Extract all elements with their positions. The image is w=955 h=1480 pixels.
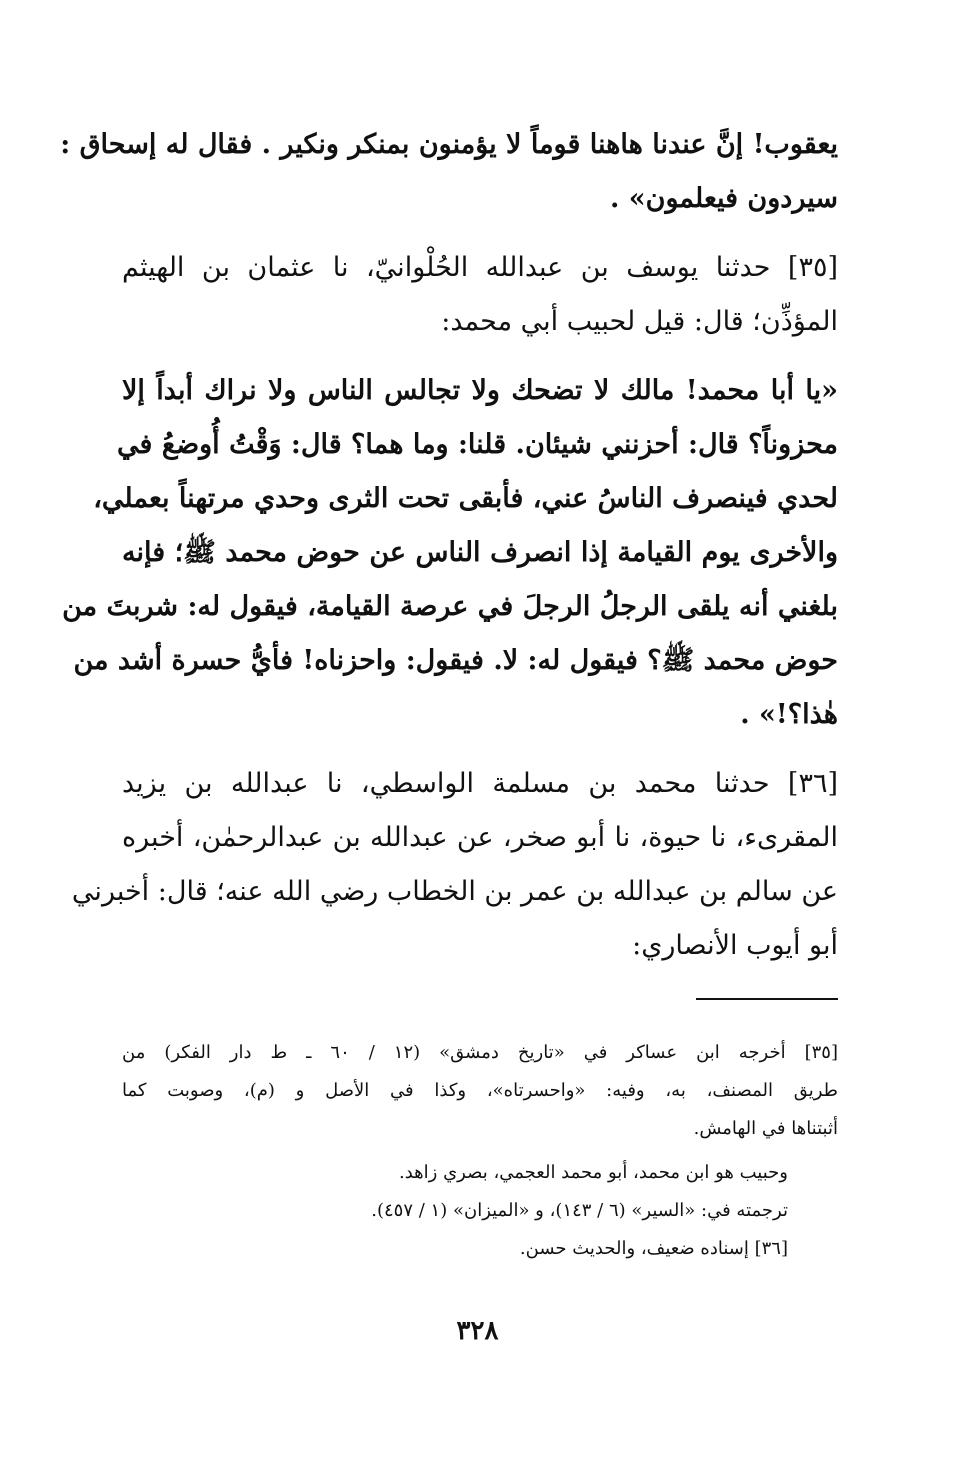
- page-number: ٣٢٨: [456, 1316, 499, 1346]
- text-line: سيردون فيعلمون» .: [609, 183, 838, 214]
- text-line: لحدي فينصرف الناسُ عني، فأبقى تحت الثرى وحدي مرتهناً بعملي،: [93, 483, 838, 514]
- text-line: المؤذِّن؛ قال: قيل لحبيب أبي محمد:: [441, 306, 838, 337]
- text-line: محزوناً؟ قال: أحزنني شيئان. قلنا: وما هما؟ قال: وَقْتُ أُوضعُ في: [117, 429, 838, 460]
- footnote-36: [٣٦] إسناده ضعيف، والحديث حسن.: [519, 1238, 788, 1259]
- text-line: [٣٥] حدثنا يوسف بن عبدالله الحُلْوانيّ، نا عثمان بن الهيثم: [122, 252, 838, 283]
- footnote-line: وحبيب هو ابن محمد، أبو محمد العجمي، بصري زاهد.: [399, 1162, 788, 1183]
- text-line: «يا أبا محمد! مالك لا تضحك ولا تجالس الناس ولا نراك أبداً إلا: [122, 375, 838, 406]
- text-line: هٰذا؟!» .: [740, 699, 838, 730]
- text-line: عن سالم بن عبدالله بن عمر بن الخطاب رضي الله عنه؛ قال: أخبرني: [71, 876, 838, 907]
- text-line: [٣٦] حدثنا محمد بن مسلمة الواسطي، نا عبدالله بن يزيد: [122, 768, 838, 799]
- footnote-line: أثبتناها في الهامش.: [693, 1118, 838, 1139]
- main-text: [60, 118, 838, 973]
- text-line: بلغني أنه يلقى الرجلُ الرجلَ في عرصة القيامة، فيقول له: شربتَ من: [62, 591, 838, 622]
- text-line: حوض محمد ﷺ؟ فيقول له: لا. فيقول: واحزناه! فأيُّ حسرة أشد من: [73, 645, 838, 676]
- footnote-line: طريق المصنف، به، وفيه: «واحسرتاه»، وكذا في الأصل و (م)، وصوبت كما: [122, 1080, 838, 1101]
- text-line: والأخرى يوم القيامة إذا انصرف الناس عن حوض محمد ﷺ؛ فإنه: [122, 537, 838, 568]
- hadith-35-matn: [62, 364, 838, 742]
- text-line: يعقوب! إنَّ عندنا هاهنا قوماً لا يؤمنون بمنكر ونكير . فقال له إسحاق :: [60, 129, 838, 160]
- footnote-line: ترجمته في: «السير» (٦ / ١٤٣)، و «الميزان» (١ / ٤٥٧).: [371, 1200, 788, 1221]
- text-line: أبو أيوب الأنصاري:: [632, 930, 838, 961]
- text-line: المقرىء، نا حيوة، نا أبو صخر، عن عبدالله بن عبدالرحمٰن، أخبره: [122, 822, 838, 853]
- footnotes: [122, 1034, 838, 1268]
- footnote-line: [٣٥] أخرجه ابن عساكر في «تاريخ دمشق» (١٢ / ٦٠ ـ ط دار الفكر) من: [122, 1042, 838, 1063]
- footnote-separator: [696, 998, 838, 1000]
- hadith-36-isnad: [71, 757, 838, 973]
- hadith-35-isnad: [122, 241, 838, 349]
- paragraph-continuation: [60, 118, 838, 226]
- footnote-35: [122, 1034, 838, 1148]
